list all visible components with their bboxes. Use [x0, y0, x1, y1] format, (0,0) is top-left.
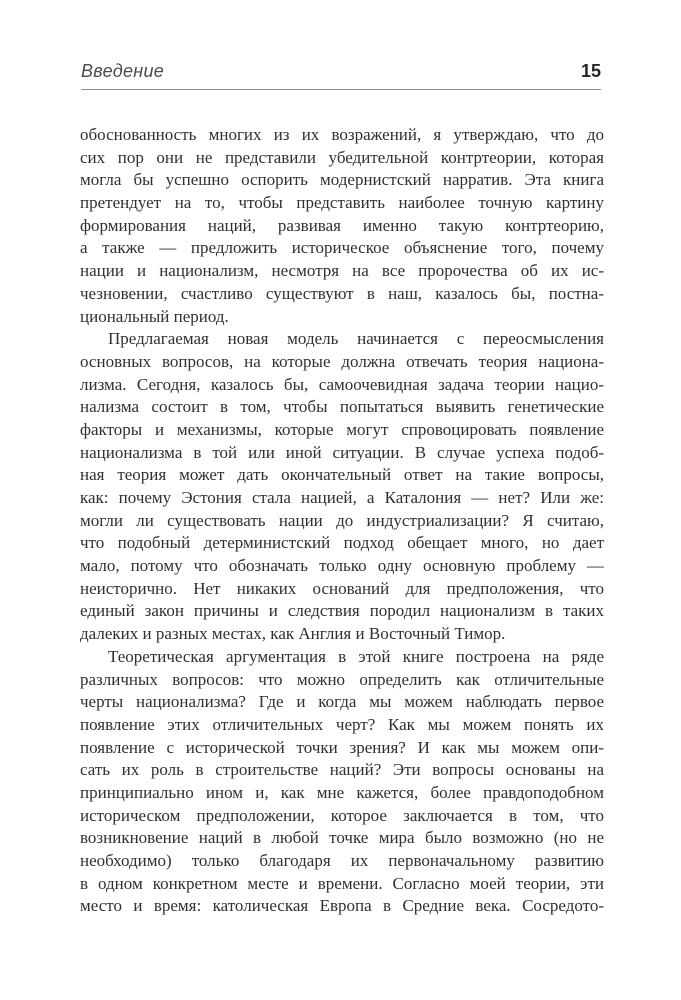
- text-line: мало, потому что обозначать только одну основную проблему —: [80, 556, 604, 576]
- text-line: Теоретическая аргументация в этой книге построена на ряде: [108, 646, 604, 666]
- text-line: чезновении, счастливо существуют в наш, казалось бы, постна-: [80, 283, 604, 303]
- text-line: факторы и механизмы, которые могут спровоцировать появление: [80, 419, 604, 439]
- text-line: лизма. Сегодня, казалось бы, самоочевидная задача теории нацио-: [80, 374, 604, 394]
- text-line: Предлагаемая новая модель начинается с переосмысления: [108, 329, 604, 349]
- header-rule: [81, 89, 601, 90]
- text-line: что подобный детерминистский подход обещает много, но дает: [80, 533, 604, 553]
- text-line: национализма в той или иной ситуации. В случае успеха подоб-: [80, 442, 604, 462]
- text-line: могли ли существовать нации до индустриализации? Я считаю,: [80, 510, 604, 530]
- text-line: неисторично. Нет никаких оснований для предположения, что: [80, 578, 604, 598]
- text-line: появление с исторической точки зрения? И как мы можем опи-: [80, 737, 604, 757]
- text-line: в одном конкретном месте и времени. Согласно моей теории, эти: [80, 873, 604, 893]
- text-line: а также — предложить историческое объяснение того, почему: [80, 238, 604, 258]
- running-header-title: Введение: [81, 61, 165, 81]
- text-line: нации и национализм, несмотря на все пророчества об их ис-: [80, 261, 604, 281]
- text-line: различных вопросов: что можно определить как отличительные: [80, 669, 604, 689]
- body-text: [80, 124, 604, 918]
- paragraph: [80, 646, 604, 918]
- text-line: циональный период.: [80, 306, 229, 326]
- text-line: появление этих отличительных черт? Как мы можем понять их: [80, 714, 604, 734]
- text-line: претендует на то, чтобы представить наиболее точную картину: [80, 193, 604, 213]
- paragraph: [80, 328, 604, 646]
- text-line: черты национализма? Где и когда мы можем наблюдать первое: [80, 692, 604, 712]
- text-line: обоснованность многих из их возражений, я утверждаю, что до: [80, 125, 604, 144]
- text-line: далеких и разных местах, как Англия и Восточный Тимор.: [80, 624, 506, 644]
- text-line: необходимо) только благодаря их первоначальному развитию: [80, 851, 604, 870]
- text-line: историческом предположении, которое заключается в том, что: [80, 805, 604, 825]
- text-line: возникновение наций в любой точке мира было возможно (но не: [80, 828, 604, 848]
- text-line: ная теория может дать окончательный ответ на такие вопросы,: [80, 465, 604, 485]
- text-line: принципиально ином и, как мне кажется, более правдоподобном: [80, 782, 604, 802]
- page-number: 15: [580, 61, 601, 81]
- text-line: основных вопросов, на которые должна отвечать теория национа-: [80, 351, 604, 371]
- text-line: сать их роль в строительстве наций? Эти вопросы основаны на: [80, 760, 604, 780]
- paragraph: [80, 124, 604, 328]
- text-line: формирования наций, развивая именно такую контртеорию,: [80, 215, 604, 235]
- page-header: [81, 61, 601, 82]
- text-line: место и время: католическая Европа в Средние века. Сосредото-: [80, 896, 604, 916]
- text-line: сих пор они не представили убедительной контртеории, которая: [80, 147, 604, 167]
- text-line: единый закон причины и следствия породил национализм в таких: [80, 601, 604, 621]
- text-line: как: почему Эстония стала нацией, а Каталония — нет? Или же:: [80, 488, 604, 507]
- text-line: нализма состоит в том, чтобы попытаться выявить генетические: [80, 397, 604, 417]
- text-line: могла бы успешно оспорить модернистский нарратив. Эта книга: [80, 170, 604, 190]
